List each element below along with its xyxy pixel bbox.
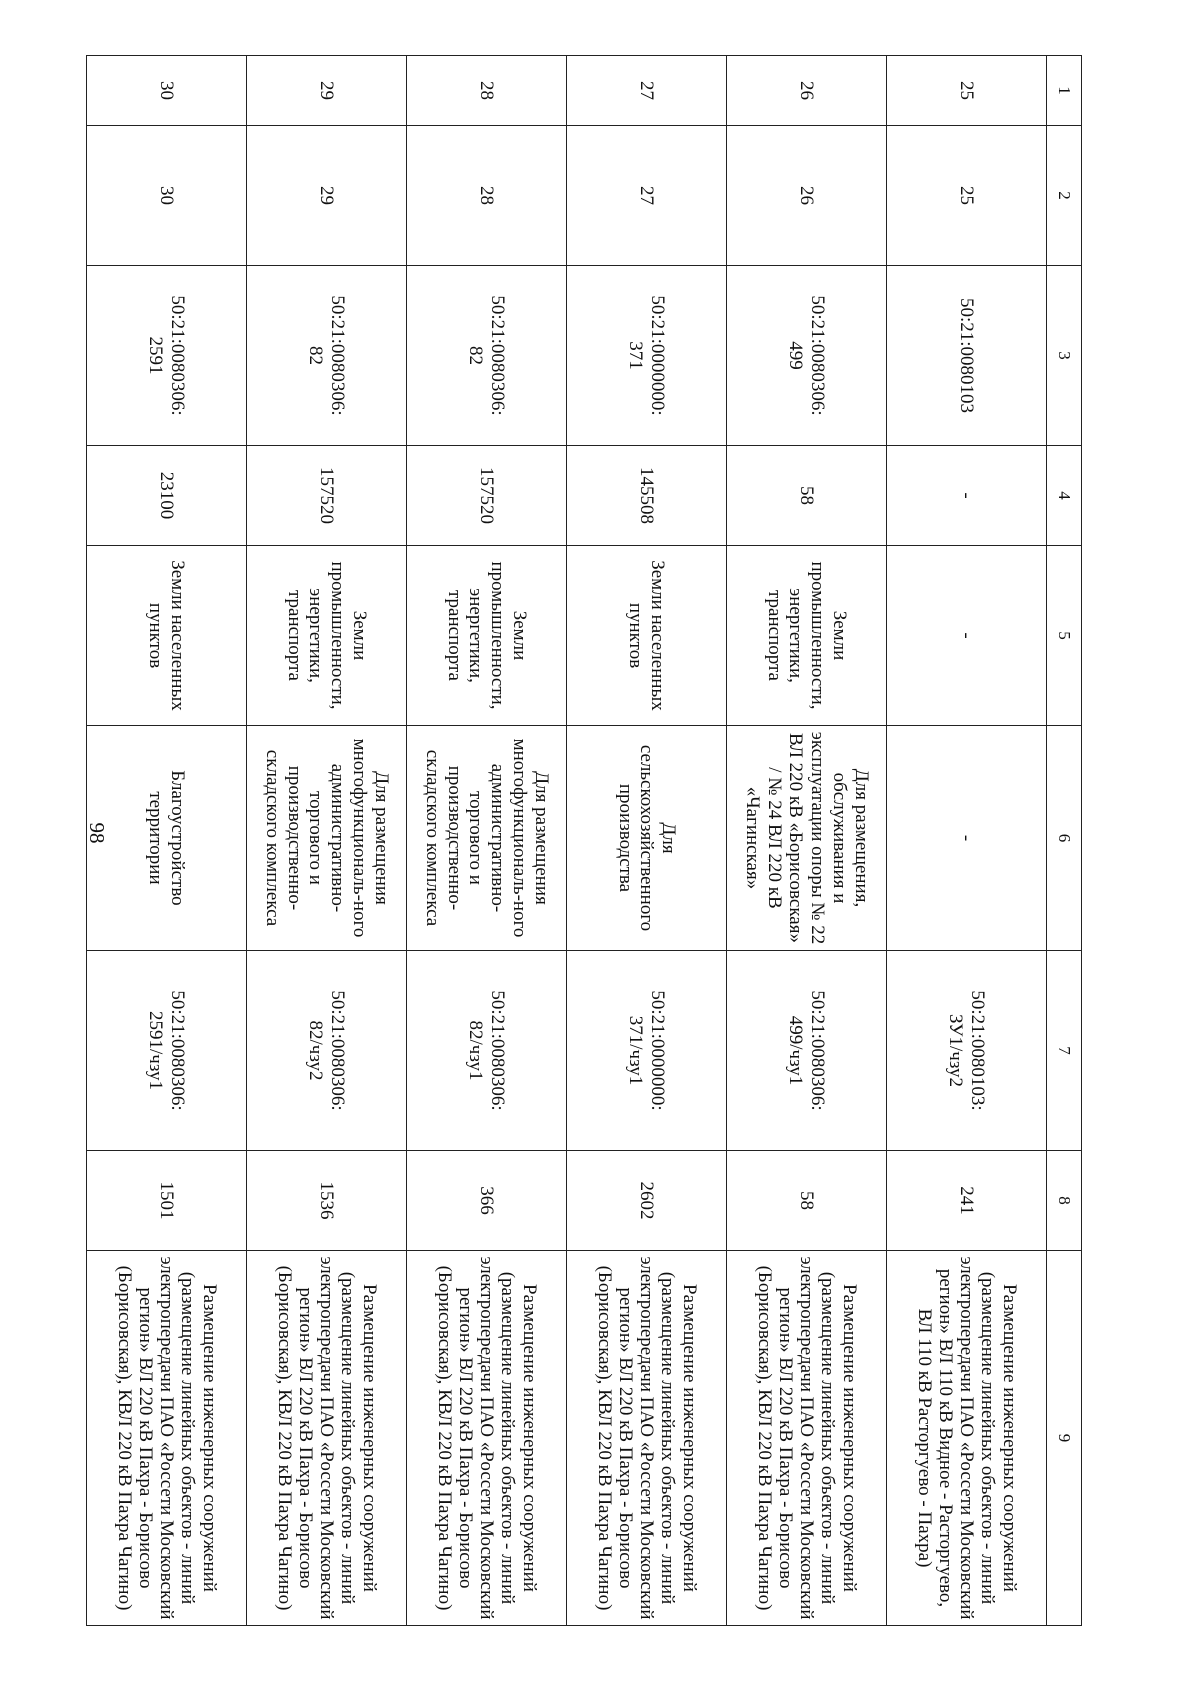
table-cell-col-2: 27 <box>567 126 727 266</box>
table-cell-col-9: Размещение инженерных сооружений (размещение линейных объектов - линий электропередачи ПАО «Россети Московский регион» ВЛ 110 кВ Видное - Расторгуево, ВЛ 110 кВ Расторгуево - Пахра) <box>887 1251 1047 1626</box>
rotated-table-container <box>113 55 1082 1625</box>
table-cell-col-8: 1536 <box>247 1151 407 1251</box>
table-cell-col-9: Размещение инженерных сооружений (размещение линейных объектов - линий электропередачи ПАО «Россети Московский регион» ВЛ 220 кВ Пахра - Борисово (Борисовская), КВЛ 220 кВ Пахра Чагино) <box>87 1251 247 1626</box>
table-cell-col-4: - <box>887 446 1047 546</box>
column-header-9: 9 <box>1047 1251 1082 1626</box>
table-header-row <box>1047 56 1082 1626</box>
table-cell-col-4: 145508 <box>567 446 727 546</box>
table-cell-col-2: 25 <box>887 126 1047 266</box>
column-header-6: 6 <box>1047 726 1082 951</box>
table-cell-col-8: 58 <box>727 1151 887 1251</box>
table-cell-col-3: 50:21:0080306: 2591 <box>87 266 247 446</box>
table-row <box>247 56 407 1626</box>
column-header-4: 4 <box>1047 446 1082 546</box>
table-cell-col-4: 23100 <box>87 446 247 546</box>
table-cell-col-4: 58 <box>727 446 887 546</box>
table-cell-col-3: 50:21:0080306: 82 <box>407 266 567 446</box>
table-cell-col-1: 30 <box>87 56 247 126</box>
table-cell-col-8: 366 <box>407 1151 567 1251</box>
table-cell-col-7: 50:21:0080306: 82/чзу1 <box>407 951 567 1151</box>
table-cell-col-6: Для размещения, обслуживания и эксплуатации опоры № 22 ВЛ 220 кВ «Борисовская» / № 24 ВЛ 220 кВ «Чагинская» <box>727 726 887 951</box>
table-cell-col-7: 50:21:0080103: ЗУ1/чзу2 <box>887 951 1047 1151</box>
column-header-8: 8 <box>1047 1151 1082 1251</box>
table-cell-col-2: 29 <box>247 126 407 266</box>
table-row <box>727 56 887 1626</box>
table-cell-col-2: 28 <box>407 126 567 266</box>
land-plots-table <box>86 55 1082 1626</box>
table-cell-col-8: 1501 <box>87 1151 247 1251</box>
table-cell-col-6: - <box>887 726 1047 951</box>
table-row <box>887 56 1047 1626</box>
column-header-2: 2 <box>1047 126 1082 266</box>
column-header-1: 1 <box>1047 56 1082 126</box>
table-cell-col-7: 50:21:0000000: 371/чзу1 <box>567 951 727 1151</box>
table-row <box>567 56 727 1626</box>
table-cell-col-8: 2602 <box>567 1151 727 1251</box>
table-cell-col-6: Благоустройство территории <box>87 726 247 951</box>
table-cell-col-1: 27 <box>567 56 727 126</box>
table-cell-col-7: 50:21:0080306: 2591/чзу1 <box>87 951 247 1151</box>
table-cell-col-9: Размещение инженерных сооружений (размещение линейных объектов - линий электропередачи ПАО «Россети Московский регион» ВЛ 220 кВ Пахра - Борисово (Борисовская), КВЛ 220 кВ Пахра Чагино) <box>567 1251 727 1626</box>
table-cell-col-3: 50:21:0080103 <box>887 266 1047 446</box>
table-cell-col-5: Земли промышленности, энергетики, транспорта <box>407 546 567 726</box>
table-cell-col-5: Земли населенных пунктов <box>567 546 727 726</box>
table-cell-col-1: 26 <box>727 56 887 126</box>
table-cell-col-8: 241 <box>887 1151 1047 1251</box>
table-cell-col-6: Для размещения многофункциональ-ного административно-торгового и производственно-складского комплекса <box>247 726 407 951</box>
table-cell-col-3: 50:21:0080306: 499 <box>727 266 887 446</box>
table-cell-col-3: 50:21:0080306: 82 <box>247 266 407 446</box>
table-cell-col-4: 157520 <box>247 446 407 546</box>
table-cell-col-2: 30 <box>87 126 247 266</box>
table-cell-col-1: 28 <box>407 56 567 126</box>
table-cell-col-6: Для сельскохозяйственного производства <box>567 726 727 951</box>
table-cell-col-9: Размещение инженерных сооружений (размещение линейных объектов - линий электропередачи ПАО «Россети Московский регион» ВЛ 220 кВ Пахра - Борисово (Борисовская), КВЛ 220 кВ Пахра Чагино) <box>727 1251 887 1626</box>
table-cell-col-5: - <box>887 546 1047 726</box>
column-header-3: 3 <box>1047 266 1082 446</box>
column-header-7: 7 <box>1047 951 1082 1151</box>
table-body <box>87 56 1082 1626</box>
column-header-5: 5 <box>1047 546 1082 726</box>
table-cell-col-4: 157520 <box>407 446 567 546</box>
table-cell-col-1: 29 <box>247 56 407 126</box>
page-number: 98 <box>85 822 109 844</box>
table-cell-col-5: Земли промышленности, энергетики, транспорта <box>247 546 407 726</box>
table-row <box>87 56 247 1626</box>
table-row <box>407 56 567 1626</box>
table-cell-col-9: Размещение инженерных сооружений (размещение линейных объектов - линий электропередачи ПАО «Россети Московский регион» ВЛ 220 кВ Пахра - Борисово (Борисовская), КВЛ 220 кВ Пахра Чагино) <box>407 1251 567 1626</box>
table-cell-col-6: Для размещения многофункциональ-ного административно-торгового и производственно-складского комплекса <box>407 726 567 951</box>
table-cell-col-7: 50:21:0080306: 82/чзу2 <box>247 951 407 1151</box>
table-cell-col-2: 26 <box>727 126 887 266</box>
table-cell-col-1: 25 <box>887 56 1047 126</box>
table-cell-col-5: Земли промышленности, энергетики, транспорта <box>727 546 887 726</box>
table-cell-col-9: Размещение инженерных сооружений (размещение линейных объектов - линий электропередачи ПАО «Россети Московский регион» ВЛ 220 кВ Пахра - Борисово (Борисовская), КВЛ 220 кВ Пахра Чагино) <box>247 1251 407 1626</box>
table-cell-col-7: 50:21:0080306: 499/чзу1 <box>727 951 887 1151</box>
table-cell-col-3: 50:21:0000000: 371 <box>567 266 727 446</box>
table-cell-col-5: Земли населенных пунктов <box>87 546 247 726</box>
